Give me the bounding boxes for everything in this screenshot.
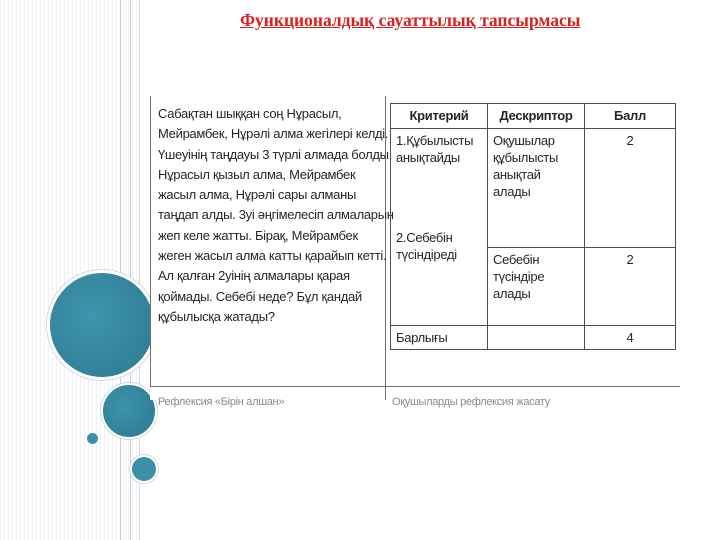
decorative-circle-small: [130, 455, 158, 483]
header-descriptor: Дескриптор: [488, 104, 585, 129]
score-1: 2: [585, 129, 676, 248]
story-line: Сабақтан шыққан соң Нұрасыл,: [158, 106, 342, 121]
descriptor-2: Себебін түсіндіре алады: [488, 248, 585, 326]
decorative-circle-tiny: [86, 432, 99, 445]
header-score: Балл: [585, 104, 676, 129]
partial-text-left: Рефлексия «Бірін алшан»: [158, 396, 285, 408]
criteria-table: [390, 103, 676, 350]
decorative-circle-large: [47, 270, 157, 380]
doc-border-left: [150, 96, 151, 386]
story-line: Үшеуінің таңдауы 3 түрлі алмада болды.: [158, 146, 393, 162]
descriptor-1: Оқушылар құбылысты анықтай алады: [488, 129, 585, 248]
story-line: қоймады. Себебі неде? Бұл қандай: [158, 288, 362, 304]
total-empty-cell: [488, 326, 585, 350]
story-line: Нұрасыл қызыл алма, Мейрамбек: [158, 166, 356, 182]
story-line: Ал қалған 2уінің алмалары қарая: [158, 268, 350, 284]
criterion-1: 1.Құбылысты анықтайды: [396, 133, 474, 165]
table-header-row: [391, 104, 676, 129]
decorative-line: [130, 0, 131, 540]
total-label: Барлығы: [391, 326, 488, 350]
story-line: жеген жасыл алма катты қарайып кетті.: [158, 248, 387, 264]
table-row: [391, 129, 676, 248]
scanned-document: [150, 96, 680, 408]
task-story-text: [158, 104, 394, 327]
table-row-total: [391, 326, 676, 350]
header-criterion: Критерий: [391, 104, 488, 129]
story-line: Мейрамбек, Нұрәлі алма жегілері келді.: [158, 126, 389, 142]
decorative-stripes: [0, 0, 140, 540]
criterion-2: 2.Себебін түсіндіреді: [396, 230, 457, 262]
story-line: құбылысқа жатады?: [158, 308, 275, 324]
story-line: жеп келе жатты. Бірақ, Мейрамбек: [158, 227, 358, 243]
score-2: 2: [585, 248, 676, 326]
total-score: 4: [585, 326, 676, 350]
decorative-circle-medium: [101, 383, 157, 439]
story-line: таңдап алды. 3уі әңгімелесіп алмаларын: [158, 207, 394, 223]
doc-border-bottom: [150, 386, 680, 387]
story-line: жасыл алма, Нұрәлі сары алманы: [158, 187, 357, 203]
slide-title: Функционалдық сауаттылық тапсырмасы: [240, 10, 581, 30]
criteria-cell: [391, 129, 488, 326]
partial-text-right: Оқушыларды рефлексия жасату: [392, 396, 550, 408]
decorative-line: [120, 0, 121, 540]
